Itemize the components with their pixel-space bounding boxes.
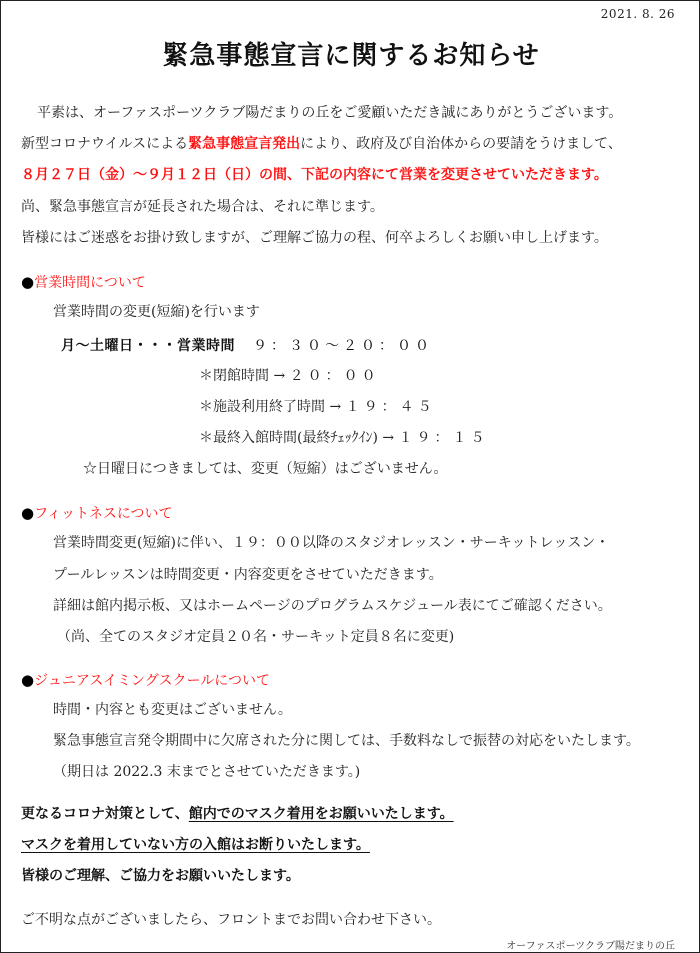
hours-detail-label: ＊閉館時間 → xyxy=(199,368,286,384)
mask-notice-line-1 xyxy=(21,805,454,823)
intro-extension-note: 尚、緊急事態宣言が延長された場合は、それに準じます。 xyxy=(21,199,384,215)
section-heading-label: ジュニアスイミングスクールについて xyxy=(34,673,270,689)
fitness-capacity-note: （尚、全てのスタジオ定員２０名・サーキット定員８名に変更) xyxy=(57,629,455,645)
section-heading-junior-swim xyxy=(21,671,270,690)
intro-reason xyxy=(21,135,622,153)
intro-reason-pre: 新型コロナウイルスによる xyxy=(21,136,189,152)
junior-swim-line-1: 時間・内容とも変更はございません。 xyxy=(53,702,292,718)
hours-detail-value: １９：４５ xyxy=(345,399,436,415)
junior-swim-deadline: （期日は 2022.3 末までとさせていただきます。) xyxy=(53,764,361,780)
intro-greeting: 平素は、オーファスポーツクラブ陽だまりの丘をご愛顧いただき誠にありがとうございます。 xyxy=(37,105,623,121)
section-heading-hours xyxy=(21,273,146,292)
organization-name: オーファスポーツクラブ陽だまりの丘 xyxy=(506,941,675,952)
section-heading-fitness xyxy=(21,504,173,523)
intro-period-highlight: ８月２７日（金）～９月１２日（日）の間、下記の内容にて営業を変更させていただきます。 xyxy=(21,167,608,183)
page-title: 緊急事態宣言に関するお知らせ xyxy=(162,41,540,71)
section-heading-label: フィットネスについて xyxy=(34,506,173,522)
hours-detail-last-entry xyxy=(199,429,489,447)
weekday-hours xyxy=(61,335,433,355)
hours-detail-closing xyxy=(199,367,380,385)
bullet-icon: ● xyxy=(21,273,35,291)
intro-reason-post: により、政府及び自治体からの要請をうけまして、 xyxy=(300,136,622,152)
hours-detail-facility-end xyxy=(199,398,436,416)
bullet-icon: ● xyxy=(21,671,35,689)
intro-apology: 皆様にはご迷惑をお掛け致しますが、ご理解ご協力の程、何卒よろしくお願い申し上げます。 xyxy=(21,230,608,246)
hours-detail-value: １９：１５ xyxy=(398,430,489,446)
weekday-hours-label: 月～土曜日・・・営業時間 xyxy=(61,338,235,354)
fitness-line-2: プールレッスンは時間変更・内容変更をさせていただきます。 xyxy=(53,567,443,583)
fitness-line-1: 営業時間変更(短縮)に伴い、１９：００以降のスタジオレッスン・サーキットレッスン・ xyxy=(53,535,610,551)
hours-detail-label: ＊施設利用終了時間 → xyxy=(199,399,342,415)
notice-date: 2021. 8. 26 xyxy=(600,7,675,21)
bullet-icon: ● xyxy=(21,504,35,522)
contact-note: ご不明な点がございましたら、フロントまでお問い合わせ下さい。 xyxy=(21,912,441,928)
mask-notice-pre: 更なるコロナ対策として、 xyxy=(21,806,189,822)
sunday-note: ☆日曜日につきましては、変更（短縮）はございません。 xyxy=(83,461,448,477)
weekday-hours-value: ９：３０～２０：００ xyxy=(253,338,433,354)
mask-notice-entry-refusal: マスクを着用していない方の入館はお断りいたします。 xyxy=(21,837,370,853)
hours-detail-label: ＊最終入館時間(最終ﾁｪｯｸｲﾝ) → xyxy=(199,430,395,446)
fitness-line-3: 詳細は館内掲示板、又はホームページのプログラムスケジュール表にてご確認ください。 xyxy=(53,598,612,614)
section-heading-label: 営業時間について xyxy=(34,275,146,291)
junior-swim-line-2: 緊急事態宣言発令期間中に欠席された分に関しては、手数料なしで振替の対応をいたします。 xyxy=(53,733,640,749)
intro-reason-highlight: 緊急事態宣言発出 xyxy=(188,136,301,152)
mask-notice-request: 館内でのマスク着用をお願いいたします。 xyxy=(188,806,454,822)
mask-notice-thanks: 皆様のご理解、ご協力をお願いいたします。 xyxy=(21,868,300,884)
hours-description: 営業時間の変更(短縮)を行います xyxy=(53,304,260,320)
hours-detail-value: ２０：００ xyxy=(289,368,380,384)
